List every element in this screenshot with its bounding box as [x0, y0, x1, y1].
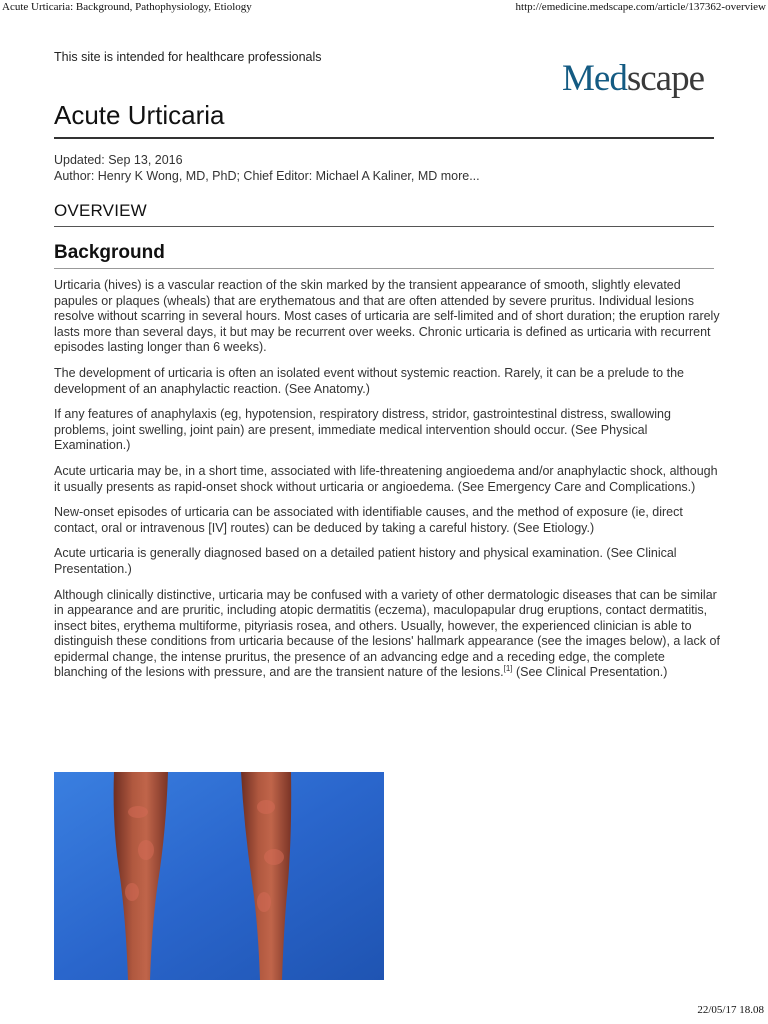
page-title: Acute Urticaria — [54, 100, 225, 130]
print-header — [0, 0, 768, 16]
reference-link[interactable]: [1] — [503, 664, 513, 674]
urticaria-legs-photo[interactable] — [54, 772, 384, 980]
medscape-logo[interactable] — [562, 60, 704, 97]
paragraph-6: Acute urticaria is generally diagnosed based on a detailed patient history and physical examination. (See Clinical Presentation.) — [54, 546, 677, 576]
updated-date: Updated: Sep 13, 2016 — [54, 153, 183, 167]
paragraph-5: New-onset episodes of urticaria can be associated with identifiable causes, and the method of exposure (ie, direct contact, oral or intravenous [IV] routes) can be deduced by taking a careful history. (See Etiology.) — [54, 505, 683, 535]
paragraph-2: The development of urticaria is often an isolated event without systemic reaction. Rarely, it can be a prelude to the development of an anaphylactic reaction. (See Anatomy.) — [54, 365, 684, 396]
paragraph-3: If any features of anaphylaxis (eg, hypotension, respiratory distress, stridor, gastrointestinal distress, swallowing problems, joint swelling, joint pain) are present, immediate medical intervention should occur. (See Physical Examination.) — [54, 407, 671, 453]
logo-part-scape: scape — [626, 58, 704, 99]
clinical-presentation-link[interactable]: (See Clinical Presentation.) — [512, 665, 668, 680]
background-divider — [54, 268, 714, 269]
print-page-title: Acute Urticaria: Background, Pathophysiology, Etiology — [2, 1, 252, 13]
author-line[interactable]: Author: Henry K Wong, MD, PhD; Chief Editor: Michael A Kaliner, MD more... — [54, 169, 480, 183]
professional-notice: This site is intended for healthcare professionals — [54, 50, 322, 64]
title-divider — [54, 137, 714, 139]
print-page-url[interactable]: http://emedicine.medscape.com/article/137362-overview — [515, 1, 766, 13]
paragraph-7-text: Although clinically distinctive, urticaria may be confused with a variety of other dermatologic diseases that can be similar in appearance and are pruritic, including atopic dermatitis (eczema), maculopapular drug eruptions, contact dermatitis, insect bites, erythema multiforme, pityriasis rosea, and others. Usually, however, the experienced clinician is able to distinguish these conditions from urticaria because of the lesions' hallmark appearance (see the images below), a lack of epidermal change, the intense pruritus, the presence of an advancing edge and a receding edge, the complete blanching of the lesions with pressure, and are the transient nature of the lesions. — [54, 587, 720, 680]
article-body — [54, 278, 720, 691]
section-overview: OVERVIEW — [54, 201, 147, 220]
logo-part-med: Med — [562, 58, 627, 99]
paragraph-1: Urticaria (hives) is a vascular reaction of the skin marked by the transient appearance of smooth, slightly elevated papules or plaques (wheals) that are erythematous and that are often attended by severe pruritus. Individual lesions resolve without scarring in several hours. Most cases of urticaria are self-limited and of short duration; the eruption rarely lasts more than several days, it but may be recurrent over weeks. Chronic urticaria is defined as urticaria with recurrent episodes lasting longer than 6 weeks). — [54, 278, 720, 355]
paragraph-7 — [54, 588, 720, 682]
article-meta — [54, 152, 480, 184]
overview-divider — [54, 226, 714, 227]
paragraph-4: Acute urticaria may be, in a short time, associated with life-threatening angioedema and/or anaphylactic shock, although it usually presents as rapid-onset shock without urticaria or angioedema. (See Emergency Care and Complications.) — [54, 463, 718, 494]
print-timestamp: 22/05/17 18.08 — [697, 1004, 764, 1016]
background-heading: Background — [54, 242, 165, 263]
